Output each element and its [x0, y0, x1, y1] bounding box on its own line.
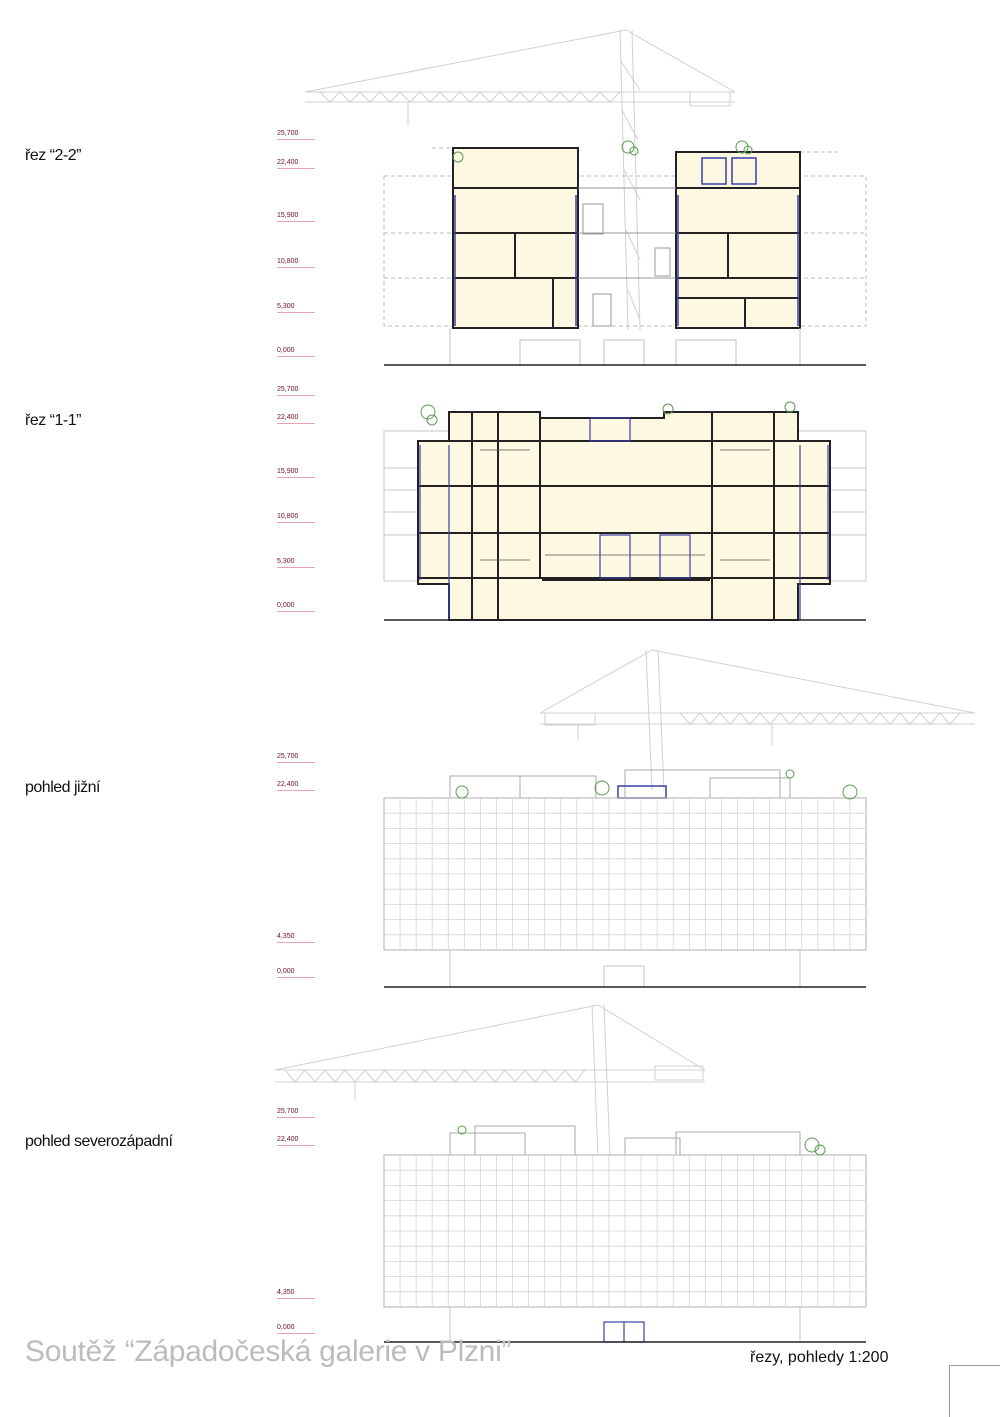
level-marker: 22,400	[277, 1136, 299, 1143]
section-label-rez-2-2: řez “2-2”	[25, 147, 81, 164]
level-marker: 5,300	[277, 303, 295, 310]
level-marker: 5,300	[277, 558, 295, 565]
level-marker: 0,000	[277, 347, 295, 354]
crane-drawing-middle	[540, 650, 975, 790]
level-marker: 25,700	[277, 1108, 299, 1115]
level-marker: 25,700	[277, 753, 299, 760]
level-marker: 10,800	[277, 513, 299, 520]
title-block-corner	[949, 1365, 1000, 1417]
section-label-pohled-severozapadni: pohled severozápadní	[25, 1133, 173, 1150]
south-elevation-drawing	[384, 770, 866, 987]
section-2-2-drawing	[384, 141, 866, 365]
level-marker: 0,000	[277, 968, 295, 975]
level-marker: 25,700	[277, 130, 299, 137]
drawing-scale-label: řezy, pohledy 1:200	[750, 1349, 889, 1366]
section-1-1-drawing	[384, 402, 866, 620]
competition-title: Soutěž “Západočeská galerie v Plzni”	[25, 1335, 512, 1368]
level-marker: 0,000	[277, 602, 295, 609]
level-marker: 22,400	[277, 159, 299, 166]
level-marker: 4,350	[277, 933, 295, 940]
level-marker: 22,400	[277, 781, 299, 788]
level-marker: 4,350	[277, 1289, 295, 1296]
section-label-pohled-jizni: pohled jižní	[25, 779, 100, 796]
level-marker: 22,400	[277, 414, 299, 421]
level-marker: 0,000	[277, 1324, 295, 1331]
level-marker: 15,900	[277, 212, 299, 219]
level-marker: 10,800	[277, 258, 299, 265]
level-marker: 25,700	[277, 386, 299, 393]
northwest-elevation-drawing	[384, 1126, 866, 1342]
section-label-rez-1-1: řez “1-1”	[25, 412, 81, 429]
level-marker: 15,900	[277, 468, 299, 475]
